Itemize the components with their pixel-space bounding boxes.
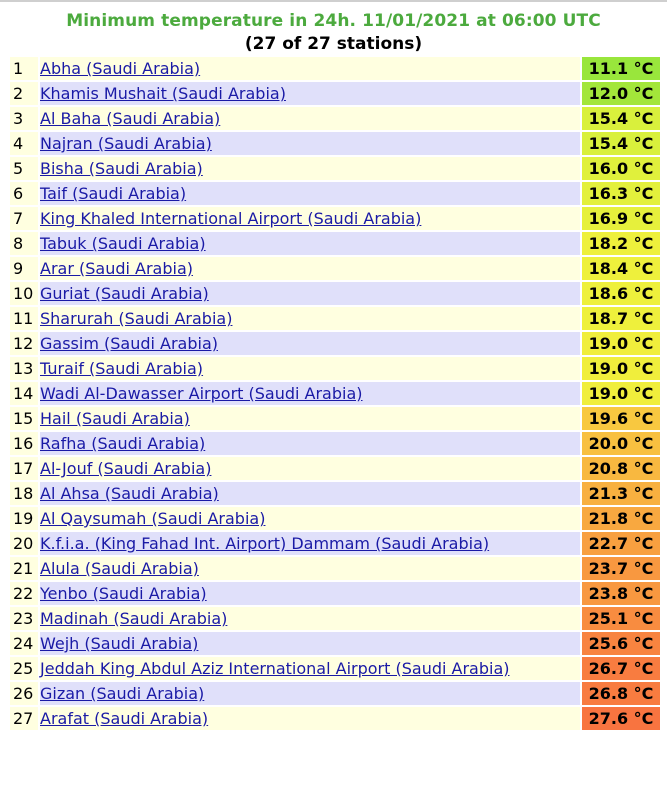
- rank-cell: 21: [10, 557, 38, 580]
- rank-cell: 3: [10, 107, 38, 130]
- rank-cell: 24: [10, 632, 38, 655]
- table-row: [10, 382, 660, 405]
- table-row: [10, 657, 660, 680]
- rank-cell: 12: [10, 332, 38, 355]
- temperature-value: 18.4 °C: [582, 257, 660, 280]
- rank-cell: 5: [10, 157, 38, 180]
- table-row: [10, 532, 660, 555]
- table-row: [10, 257, 660, 280]
- station-link[interactable]: Najran (Saudi Arabia): [40, 134, 212, 153]
- station-cell: [40, 307, 580, 330]
- temperature-value: 25.1 °C: [582, 607, 660, 630]
- station-cell: [40, 107, 580, 130]
- table-row: [10, 432, 660, 455]
- top-divider: [0, 0, 667, 2]
- station-link[interactable]: Khamis Mushait (Saudi Arabia): [40, 84, 286, 103]
- station-cell: [40, 257, 580, 280]
- station-link[interactable]: Arar (Saudi Arabia): [40, 259, 193, 278]
- temperature-value: 19.6 °C: [582, 407, 660, 430]
- station-link[interactable]: Bisha (Saudi Arabia): [40, 159, 203, 178]
- temperature-value: 12.0 °C: [582, 82, 660, 105]
- rank-cell: 26: [10, 682, 38, 705]
- table-row: [10, 332, 660, 355]
- station-link[interactable]: Wejh (Saudi Arabia): [40, 634, 199, 653]
- rank-cell: 15: [10, 407, 38, 430]
- station-link[interactable]: Gizan (Saudi Arabia): [40, 684, 205, 703]
- station-link[interactable]: Rafha (Saudi Arabia): [40, 434, 206, 453]
- rank-cell: 1: [10, 57, 38, 80]
- table-row: [10, 207, 660, 230]
- ranking-table-body: [10, 57, 660, 730]
- table-row: [10, 582, 660, 605]
- station-cell: [40, 607, 580, 630]
- table-row: [10, 482, 660, 505]
- temperature-value: 16.0 °C: [582, 157, 660, 180]
- station-cell: [40, 182, 580, 205]
- table-row: [10, 232, 660, 255]
- station-cell: [40, 632, 580, 655]
- station-cell: [40, 382, 580, 405]
- station-link[interactable]: K.f.i.a. (King Fahad Int. Airport) Dammam (Saudi Arabia): [40, 534, 490, 553]
- temperature-value: 21.8 °C: [582, 507, 660, 530]
- temperature-value: 16.3 °C: [582, 182, 660, 205]
- rank-cell: 22: [10, 582, 38, 605]
- table-row: [10, 357, 660, 380]
- station-link[interactable]: Wadi Al-Dawasser Airport (Saudi Arabia): [40, 384, 363, 403]
- temperature-value: 20.0 °C: [582, 432, 660, 455]
- station-cell: [40, 282, 580, 305]
- temperature-value: 15.4 °C: [582, 107, 660, 130]
- table-row: [10, 82, 660, 105]
- table-row: [10, 682, 660, 705]
- rank-cell: 2: [10, 82, 38, 105]
- table-row: [10, 607, 660, 630]
- station-link[interactable]: Hail (Saudi Arabia): [40, 409, 190, 428]
- table-row: [10, 507, 660, 530]
- station-link[interactable]: Jeddah King Abdul Aziz International Airport (Saudi Arabia): [40, 659, 510, 678]
- temperature-value: 23.7 °C: [582, 557, 660, 580]
- table-row: [10, 307, 660, 330]
- rank-cell: 20: [10, 532, 38, 555]
- temperature-value: 19.0 °C: [582, 332, 660, 355]
- station-link[interactable]: Arafat (Saudi Arabia): [40, 709, 209, 728]
- temperature-value: 25.6 °C: [582, 632, 660, 655]
- station-link[interactable]: Al Baha (Saudi Arabia): [40, 109, 221, 128]
- temperature-value: 18.6 °C: [582, 282, 660, 305]
- table-row: [10, 282, 660, 305]
- station-cell: [40, 357, 580, 380]
- rank-cell: 18: [10, 482, 38, 505]
- temperature-value: 26.8 °C: [582, 682, 660, 705]
- rank-cell: 4: [10, 132, 38, 155]
- temperature-value: 19.0 °C: [582, 382, 660, 405]
- station-cell: [40, 657, 580, 680]
- station-link[interactable]: Tabuk (Saudi Arabia): [40, 234, 206, 253]
- station-link[interactable]: King Khaled International Airport (Saudi Arabia): [40, 209, 422, 228]
- table-row: [10, 407, 660, 430]
- table-row: [10, 132, 660, 155]
- station-link[interactable]: Turaif (Saudi Arabia): [40, 359, 204, 378]
- temperature-value: 20.8 °C: [582, 457, 660, 480]
- table-row: [10, 182, 660, 205]
- station-cell: [40, 157, 580, 180]
- table-row: [10, 557, 660, 580]
- station-link[interactable]: Alula (Saudi Arabia): [40, 559, 199, 578]
- station-link[interactable]: Al Ahsa (Saudi Arabia): [40, 484, 219, 503]
- temperature-value: 18.2 °C: [582, 232, 660, 255]
- station-cell: [40, 582, 580, 605]
- temperature-value: 22.7 °C: [582, 532, 660, 555]
- station-cell: [40, 232, 580, 255]
- rank-cell: 11: [10, 307, 38, 330]
- station-cell: [40, 432, 580, 455]
- rank-cell: 7: [10, 207, 38, 230]
- station-cell: [40, 407, 580, 430]
- station-link[interactable]: Sharurah (Saudi Arabia): [40, 309, 233, 328]
- station-count: (27 of 27 stations): [244, 34, 423, 54]
- temperature-value: 19.0 °C: [582, 357, 660, 380]
- station-cell: [40, 707, 580, 730]
- temperature-value: 15.4 °C: [582, 132, 660, 155]
- rank-cell: 9: [10, 257, 38, 280]
- rank-cell: 27: [10, 707, 38, 730]
- rank-cell: 17: [10, 457, 38, 480]
- station-link[interactable]: Madinah (Saudi Arabia): [40, 609, 228, 628]
- station-cell: [40, 82, 580, 105]
- temperature-value: 16.9 °C: [582, 207, 660, 230]
- station-cell: [40, 457, 580, 480]
- table-row: [10, 457, 660, 480]
- station-link[interactable]: Yenbo (Saudi Arabia): [40, 584, 207, 603]
- temperature-value: 18.7 °C: [582, 307, 660, 330]
- temperature-value: 21.3 °C: [582, 482, 660, 505]
- ranking-table: [8, 55, 662, 732]
- table-row: [10, 57, 660, 80]
- station-cell: [40, 557, 580, 580]
- rank-cell: 6: [10, 182, 38, 205]
- table-row: [10, 632, 660, 655]
- station-cell: [40, 207, 580, 230]
- rank-cell: 16: [10, 432, 38, 455]
- temperature-value: 23.8 °C: [582, 582, 660, 605]
- rank-cell: 8: [10, 232, 38, 255]
- rank-cell: 10: [10, 282, 38, 305]
- table-row: [10, 707, 660, 730]
- station-cell: [40, 532, 580, 555]
- temperature-value: 11.1 °C: [582, 57, 660, 80]
- temperature-value: 27.6 °C: [582, 707, 660, 730]
- station-cell: [40, 507, 580, 530]
- temperature-value: 26.7 °C: [582, 657, 660, 680]
- station-cell: [40, 332, 580, 355]
- rank-cell: 23: [10, 607, 38, 630]
- station-cell: [40, 57, 580, 80]
- station-link[interactable]: Abha (Saudi Arabia): [40, 59, 201, 78]
- station-cell: [40, 682, 580, 705]
- station-link[interactable]: Al Qaysumah (Saudi Arabia): [40, 509, 266, 528]
- station-link[interactable]: Guriat (Saudi Arabia): [40, 284, 209, 303]
- rank-cell: 25: [10, 657, 38, 680]
- station-cell: [40, 132, 580, 155]
- page-title: Minimum temperature in 24h. 11/01/2021 at 06:00 UTC: [66, 11, 601, 31]
- rank-cell: 14: [10, 382, 38, 405]
- table-row: [10, 157, 660, 180]
- rank-cell: 13: [10, 357, 38, 380]
- station-link[interactable]: Taif (Saudi Arabia): [40, 184, 187, 203]
- station-cell: [40, 482, 580, 505]
- rank-cell: 19: [10, 507, 38, 530]
- station-link[interactable]: Al-Jouf (Saudi Arabia): [40, 459, 212, 478]
- station-link[interactable]: Gassim (Saudi Arabia): [40, 334, 218, 353]
- table-row: [10, 107, 660, 130]
